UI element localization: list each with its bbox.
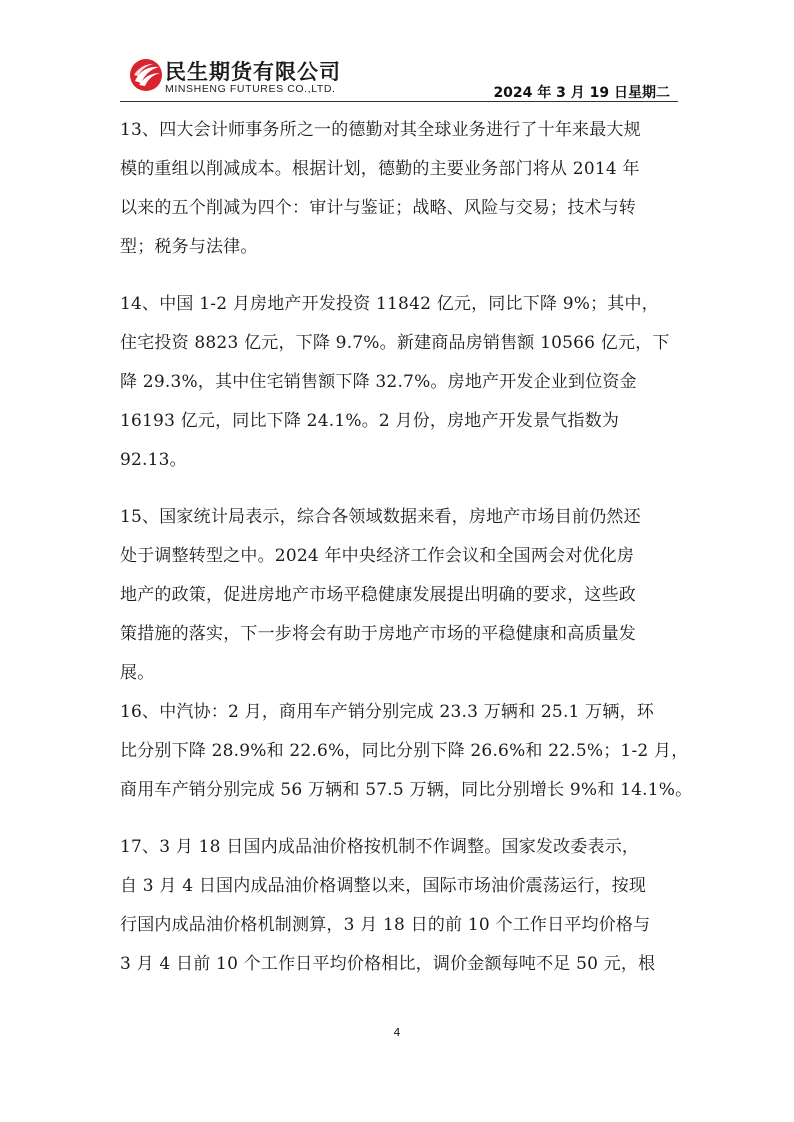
text-line: 17、3 月 18 日国内成品油价格按机制不作调整。国家发改委表示，: [120, 837, 640, 857]
company-logo: [120, 52, 380, 98]
text-line: 16、中汽协：2 月，商用车产销分别完成 23.3 万辆和 25.1 万辆，环: [120, 702, 654, 722]
text-line: 行国内成品油价格机制测算，3 月 18 日的前 10 个工作日平均价格与: [120, 915, 651, 935]
news-item-16: [120, 693, 700, 810]
text-line: 自 3 月 4 日国内成品油价格调整以来，国际市场油价震荡运行，按现: [120, 876, 647, 896]
page-header: [120, 52, 678, 102]
text-line: 住宅投资 8823 亿元，下降 9.7%。新建商品房销售额 10566 亿元，下: [120, 333, 670, 353]
text-line: 展。: [120, 663, 155, 683]
text-line: 地产的政策，促进房地产市场平稳健康发展提出明确的要求，这些政: [120, 585, 636, 605]
page-number: 4: [393, 1026, 401, 1039]
company-name-en: MINSHENG FUTURES CO.,LTD.: [165, 83, 336, 95]
document-body: [120, 111, 700, 984]
news-item-15: [120, 498, 700, 693]
text-line: 模的重组以削减成本。根据计划，德勤的主要业务部门将从 2014 年: [120, 159, 640, 179]
text-line: 降 29.3%，其中住宅销售额下降 32.7%。房地产开发企业到位资金: [120, 372, 637, 392]
text-line: 以来的五个削减为四个：审计与鉴证；战略、风险与交易；技术与转: [120, 198, 636, 218]
text-line: 13、四大会计师事务所之一的德勤对其全球业务进行了十年来最大规: [120, 120, 641, 140]
text-line: 16193 亿元，同比下降 24.1%。2 月份，房地产开发景气指数为: [120, 411, 620, 431]
text-line: 型；税务与法律。: [120, 237, 258, 257]
text-line: 商用车产销分别完成 56 万辆和 57.5 万辆，同比分别增长 9%和 14.1%。: [120, 780, 693, 800]
text-line: 92.13。: [120, 450, 187, 470]
header-divider: [120, 101, 678, 102]
news-item-14: [120, 285, 700, 480]
news-item-17: [120, 828, 700, 984]
text-line: 比分别下降 28.9%和 22.6%，同比分别下降 26.6%和 22.5%；1-2 月，: [120, 741, 689, 761]
text-line: 3 月 4 日前 10 个工作日平均价格相比，调价金额每吨不足 50 元，根: [120, 954, 656, 974]
minsheng-logo-icon: [128, 57, 164, 93]
text-line: 14、中国 1-2 月房地产开发投资 11842 亿元，同比下降 9%；其中，: [120, 294, 659, 314]
news-item-13: [120, 111, 700, 267]
company-name-cn: 民生期货有限公司: [165, 60, 341, 84]
text-line: 策措施的落实，下一步将会有助于房地产市场的平稳健康和高质量发: [120, 624, 636, 644]
report-date: 2024 年 3 月 19 日星期二: [493, 85, 670, 101]
text-line: 处于调整转型之中。2024 年中央经济工作会议和全国两会对优化房: [120, 546, 635, 566]
text-line: 15、国家统计局表示，综合各领域数据来看，房地产市场目前仍然还: [120, 507, 641, 527]
